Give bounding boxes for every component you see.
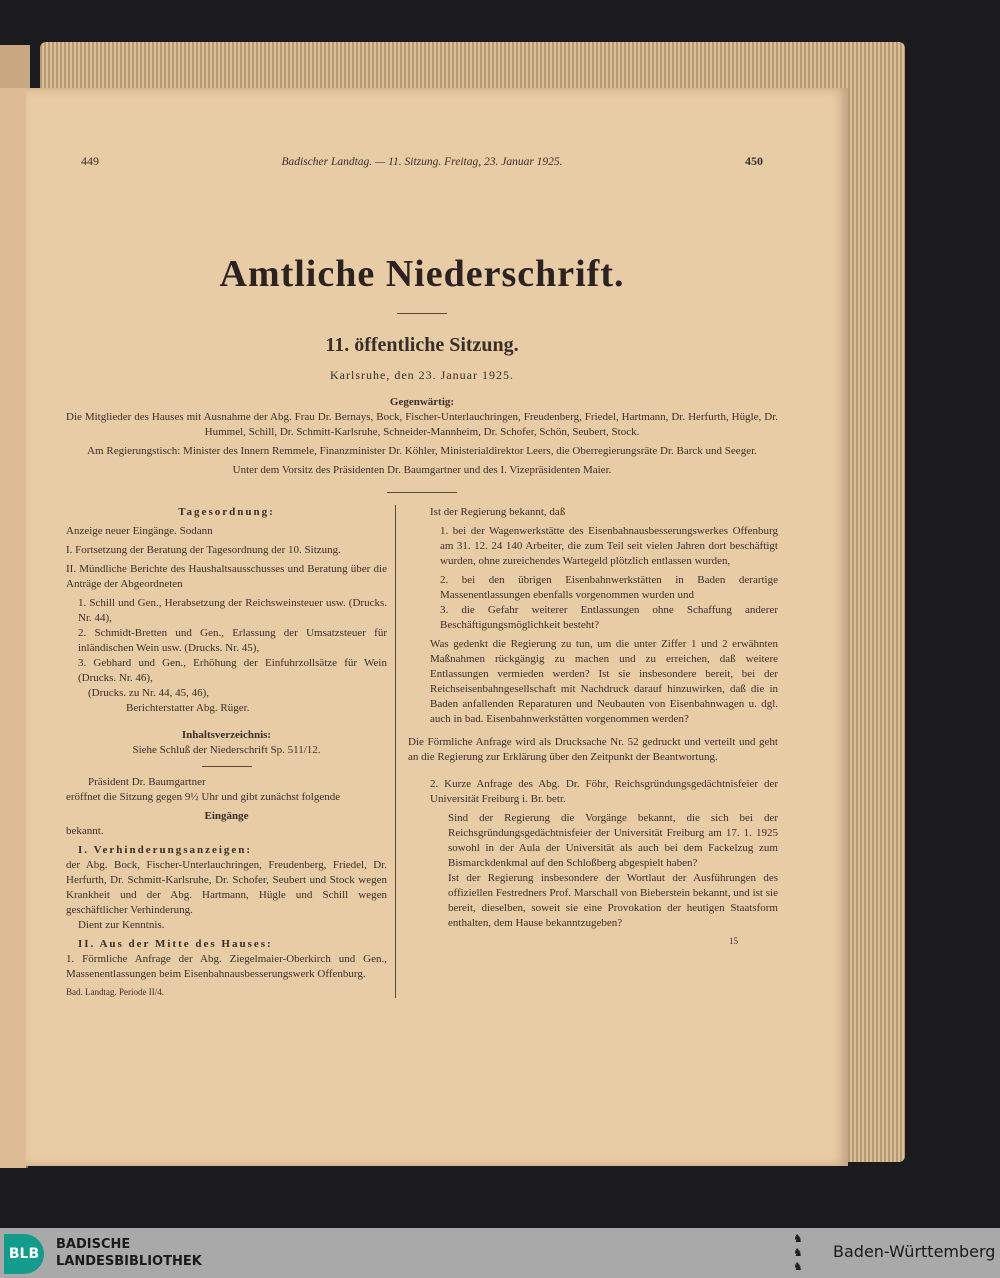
agenda-reporter: Berichterstatter Abg. Rüger.	[126, 702, 250, 714]
running-header	[66, 154, 778, 169]
document-title: Amtliche Niederschrift.	[219, 253, 625, 295]
agenda-subitem: 1. Schill und Gen., Herabsetzung der Reichsweinsteuer usw. (Drucks. Nr. 44),	[78, 597, 387, 624]
library-name-line2: LANDESBIBLIOTHEK	[56, 1254, 202, 1269]
opening-text: eröffnet die Sitzung gegen 9½ Uhr und gibt zunächst folgende	[66, 791, 341, 803]
page-number-right: 450	[744, 154, 763, 168]
present-heading: Gegenwärtig:	[389, 396, 455, 408]
divider	[202, 766, 252, 767]
page-number-left: 449	[81, 154, 99, 168]
state-logo-text[interactable]: Baden-Württemberg	[833, 1242, 996, 1261]
document-page	[26, 88, 848, 1166]
session-title: 11. öffentliche Sitzung.	[325, 334, 519, 356]
government-text: Am Regierungstisch: Minister des Innern Remmele, Finanzminister Dr. Köhler, Ministerialdirektor Leers, die Oberregierungsräte Dr. Barck und Seeger.	[87, 445, 757, 457]
blb-logo[interactable]: BLB	[4, 1234, 44, 1274]
divider	[387, 492, 457, 493]
lions-coat-of-arms-icon: ♞ ♞ ♞	[793, 1232, 803, 1273]
question-intro: Ist der Regierung bekannt, daß	[430, 506, 566, 518]
absence-text: der Abg. Bock, Fischer-Unterlauchringen, Freudenberg, Friedel, Dr. Herfurth, Dr. Schmitt-Karlsruhe, Dr. Schofer, Seubert und Stock wegen Krankheit und der Abg. Hartmann, Hügle und Schill wegen geschäftlicher Verhinderung.	[66, 859, 387, 916]
question-text: Ist der Regierung insbesondere der Wortlaut der Ausführungen des offiziellen Festredners Prof. Marschall von Bieberstein bekannt, und ist sie bereit, dieselben, soweit sie eine Provokation der heutigen Staatsform enthalten, dem Hause bekanntzugeben?	[448, 872, 778, 929]
agenda-item: I. Fortsetzung der Beratung der Tagesordnung der 10. Sitzung.	[66, 544, 341, 556]
printed-note: Die Förmliche Anfrage wird als Drucksache Nr. 52 gedruckt und verteilt und geht an die Regierung zur Erklärung über den Zeitpunkt der Beantwortung.	[408, 736, 778, 763]
agenda-subitem: (Drucks. zu Nr. 44, 45, 46),	[88, 687, 209, 699]
question-text: Was gedenkt die Regierung zu tun, um die unter Ziffer 1 und 2 erwähnten Maßnahmen rückgängig zu machen und zu erreichen, daß weitere Entlassungen vermieden werden? Ist sie insbesondere bereit, bei der Reichseisenbahngesellschaft mit Nachdruck darauf hinzuwirken, daß die in Baden anfallenden Reparaturen und Neubauten von Eisenbahnwagen u. dgl. auch in bad. Eisenbahnwerkstätten vorgenommen werden?	[430, 638, 778, 725]
chair-text: Unter dem Vorsitz des Präsidenten Dr. Baumgartner und des I. Vizepräsidenten Maier.	[232, 464, 612, 476]
inquiry-1: 1. Förmliche Anfrage der Abg. Ziegelmaier-Oberkirch und Gen., Massenentlassungen beim Eisenbahnausbesserungswerk Offenburg.	[66, 953, 387, 980]
known-text: bekannt.	[66, 825, 104, 837]
house-heading: II. Aus der Mitte des Hauses:	[78, 938, 273, 950]
agenda-subitem: 3. Gebhard und Gen., Erhöhung der Einfuhrzollsätze für Wein (Drucks. Nr. 46),	[78, 657, 387, 684]
two-column-body	[66, 505, 778, 998]
question-item: 2. bei den übrigen Eisenbahnwerkstätten in Baden derartige Massenentlassungen ebenfalls vorgenommen wurden und	[440, 574, 778, 601]
present-text: Die Mitglieder des Hauses mit Ausnahme der Abg. Frau Dr. Bernays, Bock, Fischer-Unterlauchringen, Freudenberg, Friedel, Hartmann, Dr. Herfurth, Hügle, Dr. Hummel, Schill, Dr. Schmitt-Karlsruhe, Schneider-Mannheim, Dr. Schofer, Schön, Seubert, Stock.	[66, 411, 778, 438]
question-item: 1. bei der Wagenwerkstätte des Eisenbahnausbesserungswerkes Offenburg am 31. 12. 24 140 Arbeiter, die zum Teil seit vielen Jahren dort beschäftigt wurden, ohne zureichendes Wartegeld plötzlich entlassen wurden,	[440, 525, 778, 567]
contents-text: Siehe Schluß der Niederschrift Sp. 511/12.	[132, 744, 321, 756]
running-title: Badischer Landtag. — 11. Sitzung. Freitag, 23. Januar 1925.	[281, 156, 563, 168]
signature-line: Bad. Landtag. Periode II/4.	[66, 987, 164, 997]
question-item: 3. die Gefahr weiterer Entlassungen ohne Schaffung anderer Beschäftigungsmöglichkeit besteht?	[440, 604, 778, 631]
library-name-line1: BADISCHE	[56, 1237, 131, 1252]
agenda-item: II. Mündliche Berichte des Haushaltsausschusses und Beratung über die Anträge der Abgeordneten	[66, 563, 387, 590]
library-name[interactable]	[56, 1236, 202, 1270]
president: Präsident Dr. Baumgartner	[88, 776, 206, 788]
question-text: Sind der Regierung die Vorgänge bekannt, die sich bei der Reichsgründungsgedächtnisfeier der Universität Freiburg am 17. 1. 1925 sowohl in der Aula der Universität als auch bei dem Fackelzug zum Bismarckdenkmal auf den Schloßberg abgespielt haben?	[448, 812, 778, 869]
absence-heading: I. Verhinderungsanzeigen:	[78, 844, 253, 856]
inquiry-2: 2. Kurze Anfrage des Abg. Dr. Föhr, Reichsgründungsgedächtnisfeier der Universität Freiburg i. Br. betr.	[430, 778, 778, 805]
right-column	[396, 505, 778, 998]
place-date: Karlsruhe, den 23. Januar 1925.	[330, 368, 514, 382]
agenda-intro: Anzeige neuer Eingänge. Sodann	[66, 525, 213, 537]
incoming-heading: Eingänge	[204, 810, 249, 822]
sheet-number: 15	[729, 936, 738, 946]
left-page-edge	[0, 88, 28, 1168]
contents-heading: Inhaltsverzeichnis:	[181, 729, 272, 741]
left-column	[66, 505, 396, 998]
divider	[397, 313, 447, 314]
footer-bar	[0, 1228, 1000, 1278]
agenda-heading: Tagesordnung:	[178, 506, 275, 518]
agenda-subitem: 2. Schmidt-Bretten und Gen., Erlassung der Umsatzsteuer für inländischen Wein usw. (Drucks. Nr. 45),	[78, 627, 387, 654]
noted-text: Dient zur Kenntnis.	[78, 919, 165, 931]
